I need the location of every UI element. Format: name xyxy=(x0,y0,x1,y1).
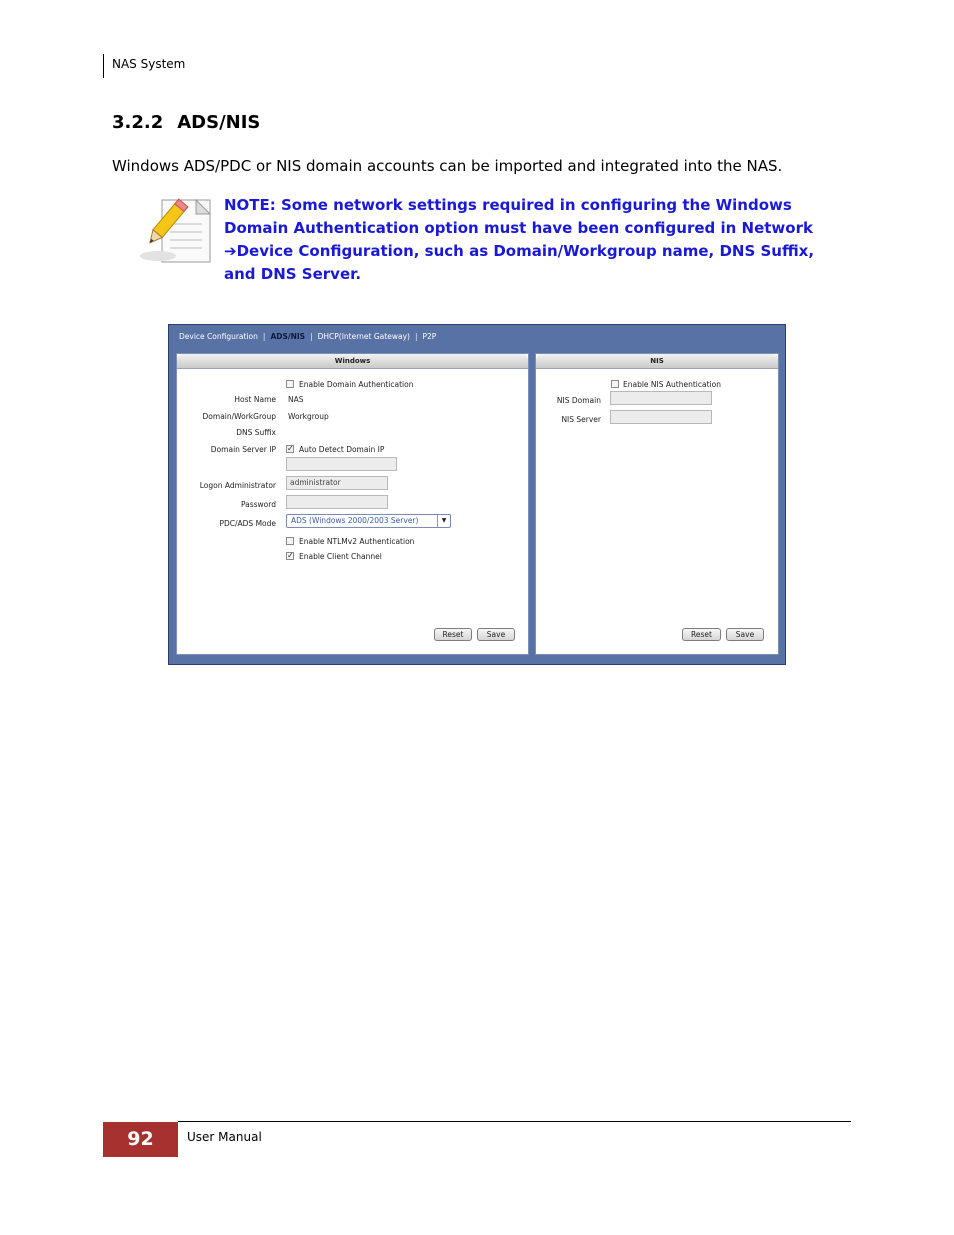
tab-separator: | xyxy=(310,332,313,341)
nis-domain-label: NIS Domain xyxy=(556,396,601,405)
note-line-3-text: Device Configuration, such as Domain/Workgroup name, DNS Suffix, xyxy=(236,242,815,260)
dns-suffix-label: DNS Suffix xyxy=(236,428,276,437)
arrow-right-icon: ➔ xyxy=(224,242,237,260)
enable-nis-label: Enable NIS Authentication xyxy=(623,380,721,389)
domain-workgroup-value: Workgroup xyxy=(288,412,329,421)
windows-save-button[interactable]: Save xyxy=(477,628,515,641)
tab-p2p[interactable]: P2P xyxy=(422,332,437,341)
enable-client-channel-checkbox[interactable]: ✓ xyxy=(287,551,294,560)
nis-panel-title: NIS xyxy=(536,354,778,369)
ads-nis-screenshot xyxy=(168,324,786,665)
note-line-4: and DNS Server. xyxy=(224,265,362,283)
tab-ads-nis[interactable]: ADS/NIS xyxy=(270,332,306,341)
enable-ntlmv2-label: Enable NTLMv2 Authentication xyxy=(299,537,415,546)
section-heading xyxy=(112,112,260,133)
auto-detect-label: Auto Detect Domain IP xyxy=(299,445,385,454)
host-name-value: NAS xyxy=(288,395,304,404)
note-text xyxy=(224,194,854,286)
tab-separator: | xyxy=(414,332,418,341)
nis-save-button[interactable]: Save xyxy=(726,628,764,641)
chevron-down-icon: ▼ xyxy=(437,515,450,527)
windows-reset-button[interactable]: Reset xyxy=(434,628,472,641)
enable-domain-auth-label: Enable Domain Authentication xyxy=(299,380,414,389)
nis-panel xyxy=(535,353,779,655)
domain-server-ip-label: Domain Server IP xyxy=(210,445,276,454)
section-title: ADS/NIS xyxy=(177,112,261,133)
note-pencil-icon xyxy=(136,196,214,266)
note-line-1: NOTE: Some network settings required in configuring the Windows xyxy=(224,196,792,214)
config-tabs xyxy=(179,332,436,341)
host-name-label: Host Name xyxy=(234,395,276,404)
password-label: Password xyxy=(240,500,276,509)
tab-separator: | xyxy=(262,332,266,341)
tab-device-configuration[interactable]: Device Configuration xyxy=(179,332,258,341)
domain-server-ip-input[interactable] xyxy=(286,457,397,471)
nis-server-label: NIS Server xyxy=(561,415,601,424)
nis-server-input[interactable] xyxy=(610,410,712,424)
pdc-ads-mode-select[interactable] xyxy=(286,514,451,528)
nis-domain-input[interactable] xyxy=(610,391,712,405)
page-number: 92 xyxy=(103,1122,178,1157)
section-number: 3.2.2 xyxy=(112,112,164,133)
footer-text: User Manual xyxy=(187,1130,262,1144)
pdc-ads-mode-label: PDC/ADS Mode xyxy=(219,519,276,528)
nis-reset-button[interactable]: Reset xyxy=(682,628,721,641)
enable-client-channel-label: Enable Client Channel xyxy=(299,552,382,561)
logon-admin-label: Logon Administrator xyxy=(199,481,276,490)
password-input[interactable] xyxy=(286,495,388,509)
enable-domain-auth-checkbox[interactable] xyxy=(286,380,294,388)
intro-paragraph: Windows ADS/PDC or NIS domain accounts can be imported and integrated into the NAS. xyxy=(112,157,783,175)
footer-rule xyxy=(178,1121,851,1122)
note-line-2: Domain Authentication option must have been configured in Network xyxy=(224,219,813,237)
domain-workgroup-label: Domain/WorkGroup xyxy=(202,412,276,421)
header-title: NAS System xyxy=(112,57,186,71)
tab-dhcp[interactable]: DHCP(Internet Gateway) xyxy=(317,332,410,341)
windows-panel-title: Windows xyxy=(177,354,528,369)
logon-admin-input[interactable]: administrator xyxy=(286,476,388,490)
enable-ntlmv2-checkbox[interactable] xyxy=(286,537,294,545)
enable-nis-checkbox[interactable] xyxy=(611,380,619,388)
header-rule xyxy=(103,54,104,78)
pdc-ads-mode-value: ADS (Windows 2000/2003 Server) xyxy=(291,516,419,525)
auto-detect-checkbox[interactable]: ✓ xyxy=(287,444,294,453)
windows-panel xyxy=(176,353,529,655)
note-line-3 xyxy=(224,240,854,263)
